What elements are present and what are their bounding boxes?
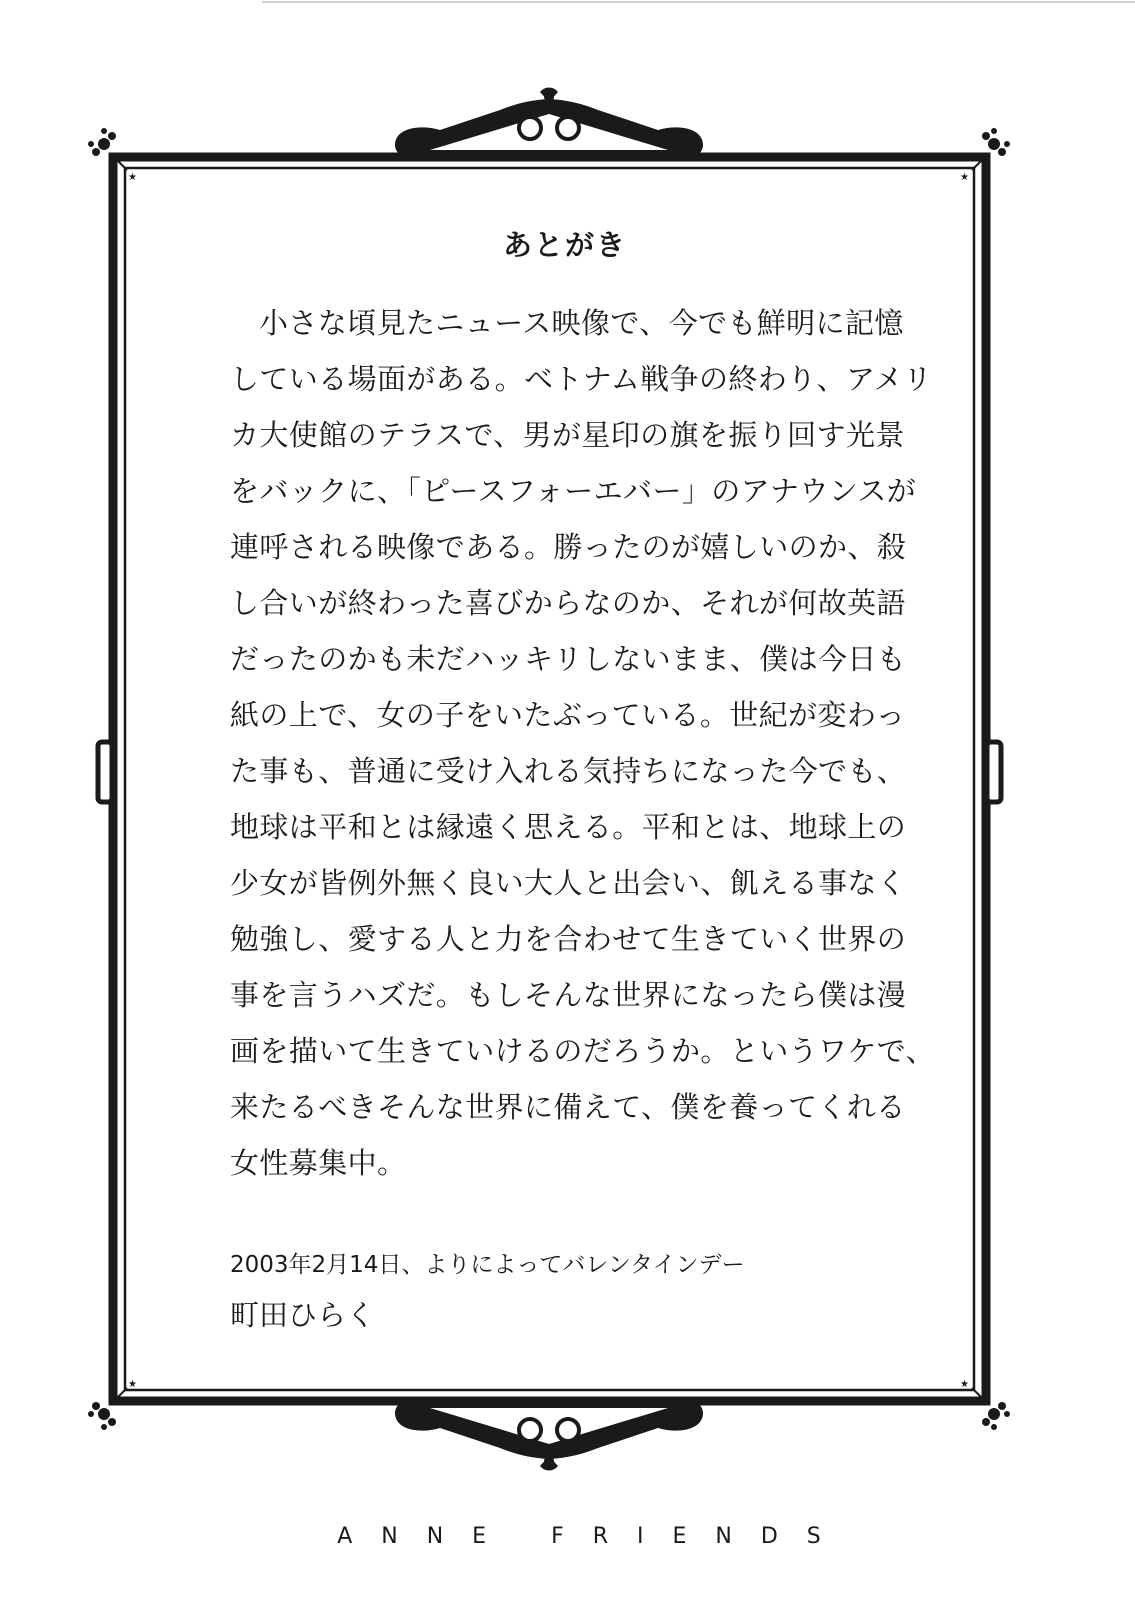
- body-line: 地球は平和とは縁遠く思える。平和とは、地球上の: [230, 810, 907, 844]
- body-line: 小さな頃見たニュース映像で、今でも鮮明に記憶: [259, 306, 904, 340]
- body-line: 画を描いて生きていけるのだろうか。というワケで、: [230, 1034, 936, 1068]
- body-line: 女性募集中。: [230, 1146, 407, 1180]
- body-line: カ大使館のテラスで、男が星印の旗を振り回す光景: [230, 418, 905, 452]
- body-line: 紙の上で、女の子をいたぶっている。世紀が変わっ: [230, 698, 906, 732]
- footer-book-title: ANNE FRIENDS: [337, 1524, 850, 1549]
- author-name: 町田ひらく: [230, 1298, 376, 1332]
- body-line: している場面がある。ベトナム戦争の終わり、アメリ: [230, 362, 933, 396]
- body-line: 連呼される映像である。勝ったのが嬉しいのか、殺: [230, 530, 907, 564]
- svg-text:★: ★: [128, 172, 137, 183]
- date-line: 2003年2月14日、よりによってバレンタインデー: [230, 1252, 745, 1278]
- body-line: 少女が皆例外無く良い大人と出会い、飢える事なく: [230, 866, 907, 900]
- afterword-content: [230, 225, 936, 1333]
- body-line: だったのかも未だハッキリしないまま、僕は今日も: [230, 642, 907, 676]
- svg-text:★: ★: [960, 1379, 969, 1390]
- body-line: をバックに、「ピースフォーエバー」のアナウンスが: [230, 474, 917, 508]
- body-line: 事を言うハズだ。もしそんな世界になったら僕は漫: [230, 978, 907, 1012]
- body-line: た事も、普通に受け入れる気持ちになった今でも、: [230, 754, 907, 788]
- afterword-title: あとがき: [502, 228, 627, 262]
- body-line: 勉強し、愛する人と力を合わせて生きていく世界の: [230, 922, 907, 956]
- svg-text:★: ★: [960, 172, 969, 183]
- body-line: し合いが終わった喜びからなのか、それが何故英語: [230, 586, 906, 620]
- afterword-body: [230, 295, 936, 1191]
- svg-text:★: ★: [128, 1379, 137, 1390]
- body-line: 来たるべきそんな世界に備えて、僕を養ってくれる: [230, 1090, 906, 1124]
